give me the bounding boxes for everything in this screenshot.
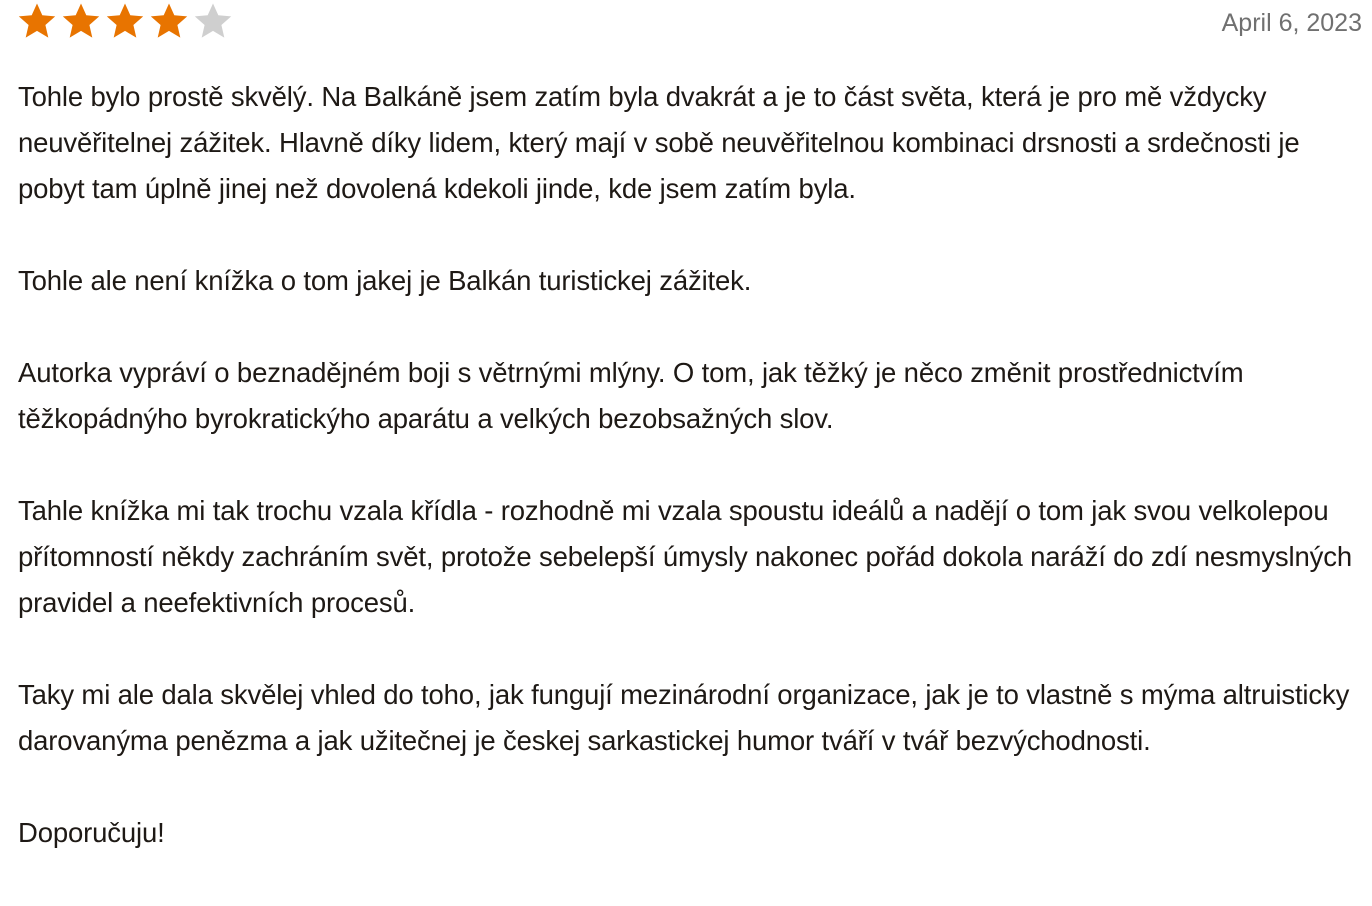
review-header [0, 0, 1372, 46]
star-icon [193, 2, 233, 40]
review-paragraph: Tohle ale není knížka o tom jakej je Balkán turistickej zážitek. [18, 265, 752, 296]
star-icon [17, 2, 57, 40]
review-paragraph: Tahle knížka mi tak trochu vzala křídla - rozhodně mi vzala spoustu ideálů a nadějí o tom jak svou velkolepou přítomností někdy zachráním svět, protože sebelepší úmysly nakonec pořád dokola naráží do zdí nesmyslných pravidel a neefektivních procesů. [18, 495, 1352, 618]
review-text [18, 74, 1363, 856]
star-icon [149, 2, 189, 40]
review-paragraph: Tohle bylo prostě skvělý. Na Balkáně jsem zatím byla dvakrát a je to část světa, která je pro mě vždycky neuvěřitelnej zážitek. Hlavně díky lidem, který mají v sobě neuvěřitelnou kombinaci drsnosti a srdečnosti je pobyt tam úplně jinej než dovolená kdekoli jinde, kde jsem zatím byla. [18, 81, 1300, 204]
review-paragraph: Doporučuju! [18, 817, 165, 848]
review-date: April 6, 2023 [1221, 9, 1362, 37]
star-icon [105, 2, 145, 40]
review-paragraph: Autorka vypráví o beznadějném boji s větrnými mlýny. O tom, jak těžký je něco změnit prostřednictvím těžkopádnýho byrokratickýho aparátu a velkých bezobsažných slov. [18, 357, 1244, 434]
review-paragraph: Taky mi ale dala skvělej vhled do toho, jak fungují mezinárodní organizace, jak je to vlastně s mýma altruisticky darovanýma penězma a jak užitečnej je českej sarkastickej humor tváří v tvář bezvýchodnosti. [18, 679, 1350, 756]
star-icon [61, 2, 101, 40]
star-rating [17, 2, 233, 40]
